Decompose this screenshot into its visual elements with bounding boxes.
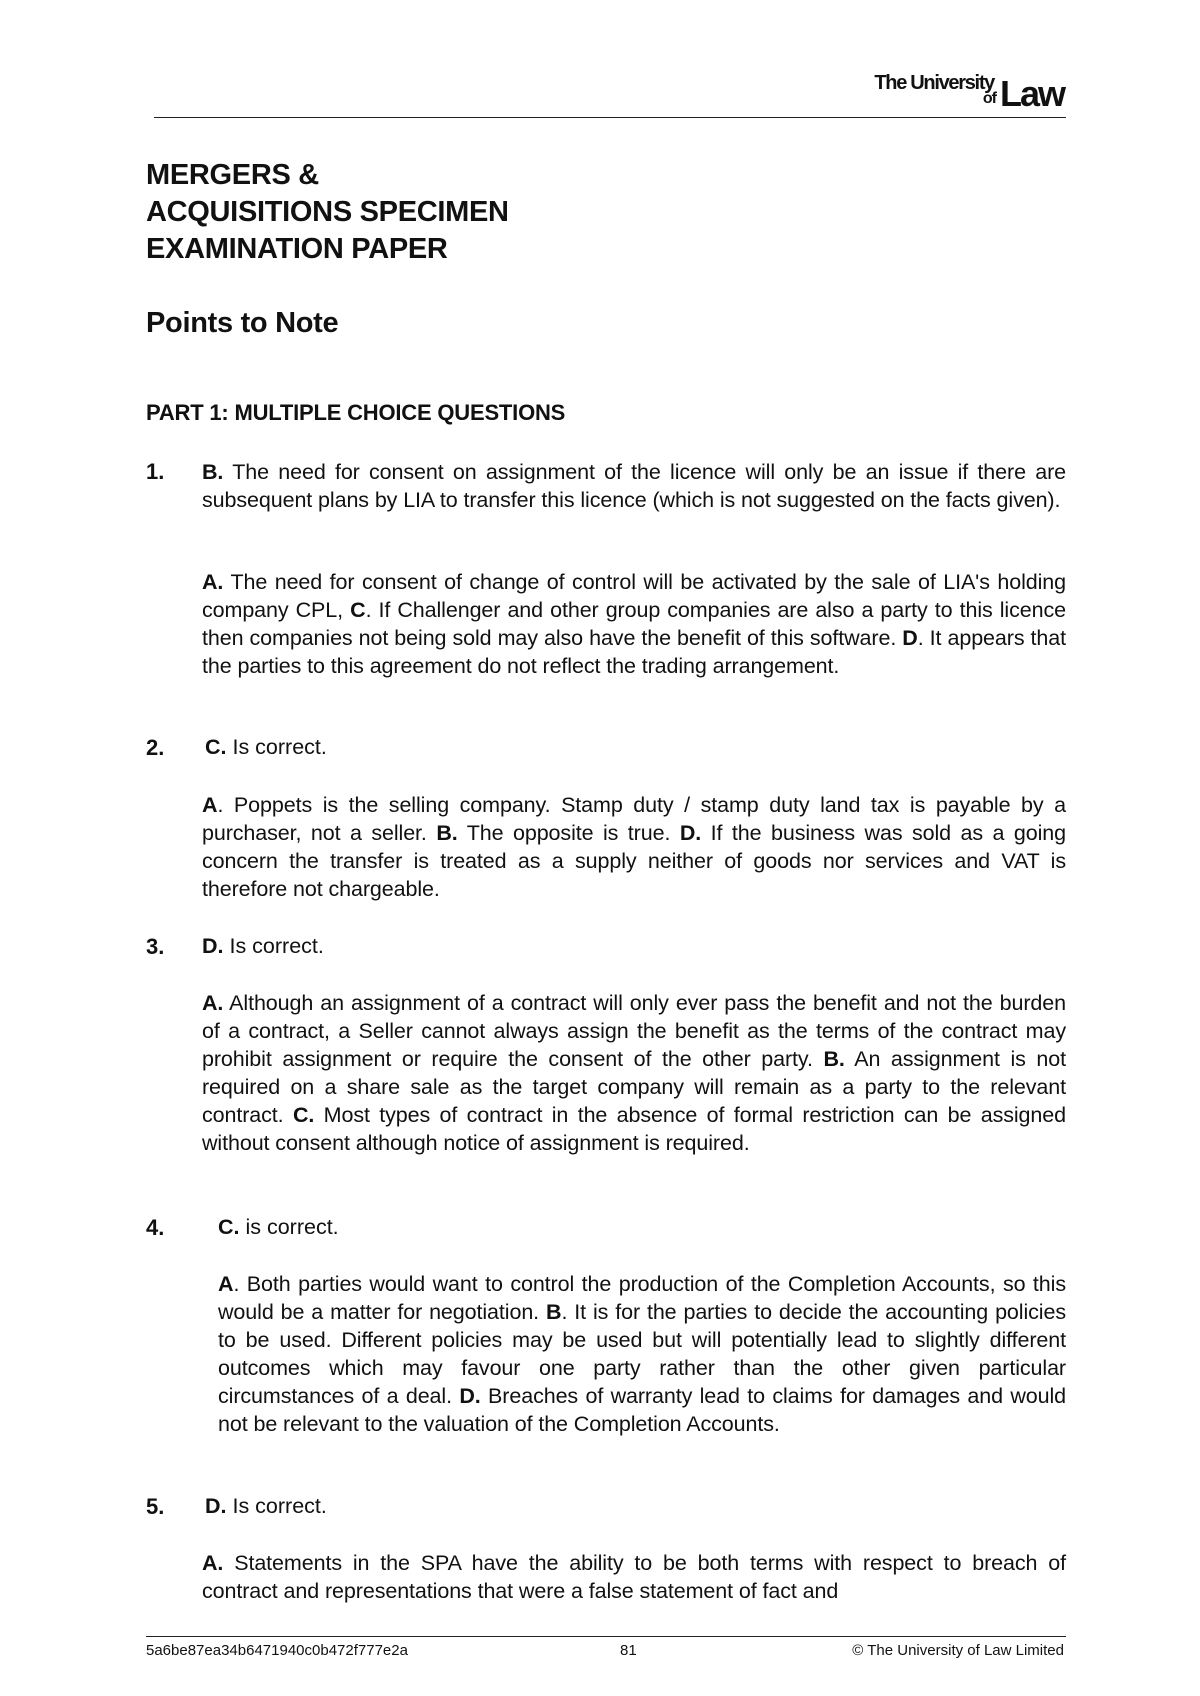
part-heading: PART 1: MULTIPLE CHOICE QUESTIONS xyxy=(146,400,566,425)
option-letter: A. xyxy=(202,991,224,1015)
answer-letter: D. xyxy=(205,1494,227,1518)
option-text: The opposite is true. xyxy=(457,821,680,845)
option-letter: B. xyxy=(823,1047,845,1071)
question-number: 4. xyxy=(146,1215,165,1240)
explanation-paragraph xyxy=(202,791,1066,903)
option-text: Breaches of warranty lead to claims for damages and would not be relevant to the valuation of the Completion Accounts. xyxy=(218,1384,1067,1436)
option-text: Although an assignment of a contract will only ever pass the benefit and not the burden of a contract, a Seller cannot always assign the benefit as the terms of the contract may prohibit assignment or require the consent of the other party. xyxy=(202,991,1066,1071)
option-letter: D. xyxy=(459,1384,481,1408)
answer-text: The need for consent on assignment of the licence will only be an issue if there are subsequent plans by LIA to transfer this licence (which is not suggested on the facts given). xyxy=(202,460,1066,512)
page-title xyxy=(146,157,509,268)
logo-text-line2: of xyxy=(982,90,996,107)
question-number: 1. xyxy=(146,459,165,484)
title-line-1: MERGERS & xyxy=(146,159,319,191)
option-text: . It appears that the parties to this agreement do not reflect the trading arrangement. xyxy=(202,626,1066,678)
option-letter: C xyxy=(350,598,366,622)
university-logo xyxy=(844,70,1064,112)
option-text: If the business was sold as a going concern the transfer is treated as a supply neither of goods nor services and VAT is therefore not chargeable. xyxy=(202,821,1067,901)
option-letter: A xyxy=(202,793,218,817)
question-number: 5. xyxy=(146,1494,165,1519)
option-letter: C. xyxy=(292,1103,315,1127)
question-number: 2. xyxy=(146,735,165,760)
option-letter: A. xyxy=(202,570,224,594)
copyright-notice: © The University of Law Limited xyxy=(852,1642,1064,1659)
explanation-paragraph xyxy=(202,989,1066,1157)
page-number: 81 xyxy=(620,1642,637,1659)
answer-paragraph xyxy=(218,1215,339,1240)
answer-letter: D. xyxy=(202,934,224,958)
section-subtitle: Points to Note xyxy=(146,307,339,339)
option-letter: A. xyxy=(202,1551,224,1575)
option-text: An assignment is not required on a share sale as the target company will remain as a party to the relevant contract. xyxy=(202,1047,1066,1127)
option-text: Statements in the SPA have the ability to be both terms with respect to breach of contract and representations that were a false statement of fact and xyxy=(202,1551,1066,1603)
option-letter: D xyxy=(902,626,918,650)
answer-letter: B. xyxy=(202,460,224,484)
explanation-paragraph xyxy=(202,568,1066,680)
answer-text: Is correct. xyxy=(223,934,324,958)
option-letter: B. xyxy=(436,821,458,845)
option-text: . It is for the parties to decide the accounting policies to be used. Different policies may be used but will potentially lead to slightly different outcomes which may favour one party rather than the other given particular circumstances of a deal. xyxy=(218,1300,1066,1408)
option-letter: D. xyxy=(679,821,702,845)
title-line-2: ACQUISITIONS SPECIMEN xyxy=(146,196,509,228)
answer-paragraph xyxy=(202,458,1066,514)
logo-text-line3: Law xyxy=(999,73,1064,114)
option-text: . Poppets is the selling company. Stamp duty / stamp duty land tax is payable by a purchaser, not a seller. xyxy=(202,793,1066,845)
answer-paragraph xyxy=(205,735,327,760)
logo-text-line1: The University xyxy=(874,72,994,94)
option-letter: A xyxy=(218,1272,234,1296)
title-line-3: EXAMINATION PAPER xyxy=(146,233,448,265)
answer-letter: C. xyxy=(205,735,227,759)
explanation-paragraph xyxy=(218,1270,1066,1438)
explanation-paragraph xyxy=(202,1549,1066,1605)
answer-text: Is correct. xyxy=(226,1494,327,1518)
document-id: 5a6be87ea34b6471940c0b472f777e2a xyxy=(146,1642,408,1659)
answer-paragraph xyxy=(202,934,324,959)
answer-text: Is correct. xyxy=(226,735,327,759)
answer-paragraph xyxy=(205,1494,327,1519)
option-letter: B xyxy=(546,1300,562,1324)
header-divider xyxy=(154,117,1066,118)
option-text: . If Challenger and other group companies are also a party to this licence then companies not being sold may also have the benefit of this software. xyxy=(202,598,1066,650)
answer-letter: C. xyxy=(218,1215,240,1239)
question-number: 3. xyxy=(146,934,165,959)
option-text: Most types of contract in the absence of formal restriction can be assigned without consent although notice of assignment is required. xyxy=(202,1103,1066,1155)
answer-text: is correct. xyxy=(239,1215,339,1239)
option-text: . Both parties would want to control the production of the Completion Accounts, so this would be a matter for negotiation. xyxy=(218,1272,1066,1324)
footer-divider xyxy=(146,1636,1066,1637)
option-text: The need for consent of change of control will be activated by the sale of LIA's holding company CPL, xyxy=(202,570,1066,622)
